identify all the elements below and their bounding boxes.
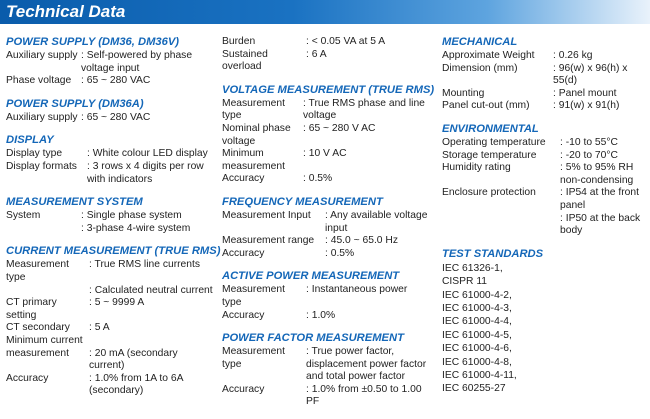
section-title: POWER FACTOR MEASUREMENT: [222, 332, 404, 345]
spec-value: : 0.5%: [325, 247, 355, 259]
spec-value: : 1.0% from 1A to 6A (secondary): [89, 372, 183, 397]
spec-label: Accuracy: [222, 383, 265, 395]
spec-value: : 96(w) x 96(h) x 55(d): [553, 62, 628, 87]
spec-value: : 3 rows x 4 digits per row with indicators: [87, 160, 204, 185]
standard-item: IEC 61000-4-3,: [442, 302, 512, 314]
standard-item: IEC 61000-4-6,: [442, 343, 512, 355]
spec-label: Accuracy: [222, 247, 265, 259]
standard-item: IEC 61000-4-8,: [442, 356, 512, 368]
standard-item: CISPR 11: [442, 276, 488, 288]
spec-label: Nominal phase voltage: [222, 122, 291, 147]
spec-value: : 5 A: [89, 322, 110, 334]
spec-section-voltage-measurement-true-rms: [222, 84, 434, 186]
spec-row: [222, 346, 434, 384]
spec-label: Measurement type: [6, 259, 69, 283]
spec-row: [222, 310, 434, 323]
spec-label: Accuracy: [6, 372, 49, 384]
spec-value: : -20 to 70°C: [560, 149, 618, 161]
spec-label: Accuracy: [222, 309, 265, 321]
spec-row: [222, 148, 434, 173]
section-title: MECHANICAL: [442, 36, 518, 48]
standard-item: IEC 61000-4-2,: [442, 289, 512, 301]
spec-value: : 6 A: [306, 48, 327, 60]
spec-row: [442, 50, 648, 63]
spec-row: [442, 150, 648, 163]
spec-label: Auxiliary supply: [6, 50, 78, 61]
spec-row: [222, 248, 434, 261]
spec-row: [6, 259, 214, 284]
section-title: TEST STANDARDS: [442, 247, 544, 260]
spec-value: : 65 ~ 280 V AC: [303, 122, 376, 134]
spec-label: Dimension (mm): [442, 62, 518, 74]
spec-value: : True RMS phase and line voltage: [303, 97, 425, 122]
spec-label: Measurement range: [222, 235, 315, 247]
spec-value: : 0.26 kg: [553, 50, 593, 61]
spec-value: : IP54 at the front panel: [560, 187, 639, 211]
spec-value: : Panel mount: [553, 87, 617, 99]
spec-section-test-standards: [442, 248, 648, 396]
spec-label: Sustained overload: [222, 48, 268, 73]
spec-label: Minimum measurement: [222, 148, 285, 172]
spec-label: Burden: [222, 36, 256, 47]
spec-value: : 1.0%: [306, 309, 336, 321]
spec-column-2: [222, 36, 434, 419]
standard-item: IEC 61000-4-11,: [442, 369, 517, 381]
spec-value: : 45.0 ~ 65.0 Hz: [325, 235, 398, 247]
spec-label: Display formats: [6, 160, 77, 172]
spec-row: [6, 75, 214, 88]
spec-row: [442, 88, 648, 101]
spec-section-burden: [222, 36, 434, 74]
spec-label: [6, 285, 89, 298]
spec-row: [6, 161, 214, 186]
spec-value: : Self-powered by phase voltage input: [81, 50, 193, 74]
spec-section-environmental: [442, 123, 648, 238]
spec-row: [6, 223, 214, 236]
spec-row: [222, 210, 434, 235]
spec-value: : < 0.05 VA at 5 A: [306, 36, 386, 47]
spec-value: : 0.5%: [303, 173, 333, 185]
spec-value: : 1.0% from ±0.50 to 1.00 PF: [306, 383, 422, 408]
spec-label: CT secondary: [6, 322, 70, 334]
standard-item: IEC 61326-1,: [442, 262, 503, 274]
spec-row: [442, 137, 648, 150]
spec-row: [6, 373, 214, 398]
spec-section-frequency-measurement: [222, 196, 434, 260]
spec-section-power-supply-dm36-dm36v: [6, 36, 214, 88]
spec-label: [6, 223, 81, 236]
spec-row: [6, 322, 214, 335]
spec-label: System: [6, 210, 41, 222]
spec-row: [222, 123, 434, 148]
section-title: ENVIRONMENTAL: [442, 122, 539, 135]
spec-row: [222, 284, 434, 309]
spec-value: : 3-phase 4-wire system: [81, 222, 191, 234]
section-title: ACTIVE POWER MEASUREMENT: [222, 270, 400, 283]
spec-label: measurement: [6, 347, 69, 359]
spec-value: : Single phase system: [81, 210, 182, 222]
spec-row: [6, 285, 214, 298]
section-title: DISPLAY: [6, 134, 54, 147]
section-title: CURRENT MEASUREMENT (TRUE RMS): [6, 245, 221, 258]
spec-value: : 65 ~ 280 VAC: [81, 75, 151, 87]
section-title: MEASUREMENT SYSTEM: [6, 196, 143, 209]
spec-label: Panel cut-out (mm): [442, 100, 530, 112]
spec-label: [442, 213, 560, 238]
spec-row: [6, 297, 214, 322]
spec-row: [222, 36, 434, 49]
spec-section-mechanical: [442, 36, 648, 113]
spec-section-current-measurement-true-rms: [6, 245, 221, 398]
spec-label: Display type: [6, 148, 63, 160]
spec-row: [442, 187, 648, 212]
spec-value: : IP50 at the back body: [560, 212, 641, 237]
spec-section-active-power-measurement: [222, 270, 434, 322]
spec-label: Measurement type: [222, 346, 285, 370]
spec-value: : Calculated neutral current: [89, 284, 213, 296]
spec-row: [6, 112, 214, 125]
spec-label: Humidity rating: [442, 162, 511, 174]
spec-label: CT primary setting: [6, 297, 57, 321]
spec-label: Measurement type: [222, 97, 285, 122]
spec-label: Measurement Input: [222, 209, 311, 221]
spec-section-measurement-system: [6, 196, 214, 235]
spec-label: Operating temperature: [442, 136, 546, 148]
spec-value: : 10 V AC: [303, 148, 347, 160]
spec-section-power-supply-dm36a: [6, 98, 214, 125]
spec-row: [222, 173, 434, 186]
spec-value: : True power factor, displacement power factor and total power factor: [306, 346, 427, 383]
standard-item: IEC 61000-4-5,: [442, 329, 512, 341]
spec-label: Enclosure protection: [442, 187, 536, 199]
spec-value: : White colour LED display: [87, 148, 208, 160]
spec-value: : 5 ~ 9999 A: [89, 297, 145, 309]
spec-row: [442, 213, 648, 238]
spec-row: [6, 210, 214, 223]
spec-row: [6, 335, 214, 348]
spec-row: [442, 100, 648, 113]
spec-row: [222, 384, 434, 409]
spec-value: : True RMS line currents: [89, 259, 201, 271]
standards-list: [442, 262, 648, 396]
section-title: POWER SUPPLY (DM36A): [6, 97, 144, 110]
spec-label: Measurement type: [222, 284, 285, 308]
spec-value: : Instantaneous power: [306, 284, 408, 296]
section-title: FREQUENCY MEASUREMENT: [222, 195, 383, 208]
spec-column-3: [442, 36, 648, 406]
page-title: Technical Data: [6, 2, 126, 21]
spec-label: Phase voltage: [6, 75, 72, 87]
standard-item: IEC 61000-4-4,: [442, 316, 512, 328]
spec-label: Storage temperature: [442, 149, 537, 161]
spec-value: [89, 335, 214, 348]
spec-label: Minimum current: [6, 334, 83, 346]
technical-data-banner: [0, 0, 650, 24]
spec-value: : 65 ~ 280 VAC: [81, 111, 151, 123]
section-title: VOLTAGE MEASUREMENT (TRUE RMS): [222, 83, 435, 96]
spec-row: [6, 50, 214, 75]
standard-item: IEC 60255-27: [442, 383, 506, 395]
spec-label: Accuracy: [222, 173, 265, 185]
spec-value: : -10 to 55°C: [560, 136, 618, 148]
spec-row: [222, 98, 434, 123]
spec-label: Auxiliary supply: [6, 111, 78, 123]
spec-value: : 20 mA (secondary current): [89, 347, 178, 372]
spec-value: : 5% to 95% RH non-condensing: [560, 162, 634, 186]
spec-label: Approximate Weight: [442, 50, 535, 61]
section-title: POWER SUPPLY (DM36, DM36V): [6, 36, 180, 48]
spec-label: Mounting: [442, 87, 485, 99]
spec-section-power-factor-measurement: [222, 332, 434, 409]
spec-row: [6, 148, 214, 161]
spec-value: : 91(w) x 91(h): [553, 100, 620, 112]
spec-section-display: [6, 134, 214, 186]
spec-row: [222, 49, 434, 74]
spec-column-1: [6, 36, 221, 408]
spec-row: [6, 348, 214, 373]
spec-row: [442, 63, 648, 88]
spec-row: [222, 235, 434, 248]
spec-value: : Any available voltage input: [325, 209, 428, 234]
spec-row: [442, 162, 648, 187]
